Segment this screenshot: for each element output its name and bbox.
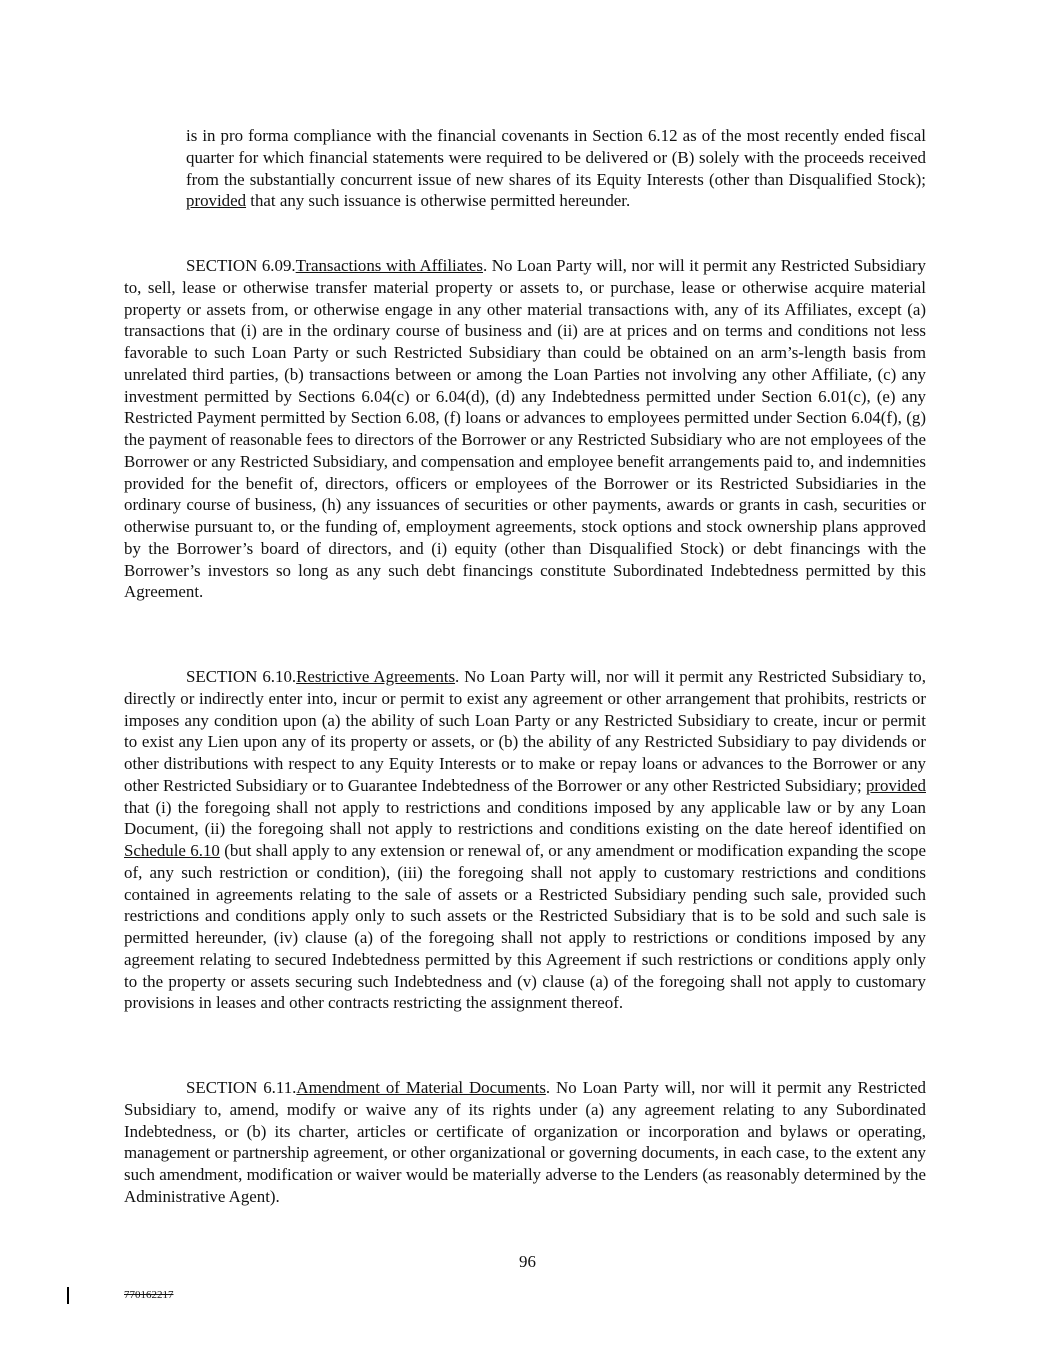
section-6-09-paragraph bbox=[124, 255, 926, 603]
section-6-10-title: Restrictive Agreements bbox=[296, 667, 456, 686]
section-6-10-body-1: . No Loan Party will, nor will it permit any Restricted Subsidiary to, directly or indirectly enter into, incur or permit to exist any agreement or other arrangement that prohibits, restricts or imposes any condition upon (a) the ability of such Loan Party or any Restricted Subsidiary to create, incur or permit to exist any Lien upon any of its property or assets, or (b) the ability of any Restricted Subsidiary to pay dividends or other distributions with respect to any Equity Interests or to make or repay loans or advances to the Borrower or any other Restricted Subsidiary or to Guarantee Indebtedness of the Borrower or any other Restricted Subsidiary; bbox=[124, 667, 926, 795]
section-6-11-number: SECTION 6.11. bbox=[186, 1078, 297, 1097]
section-6-10-number: SECTION 6.10. bbox=[186, 667, 297, 686]
section-6-11-paragraph bbox=[124, 1077, 926, 1208]
section-6-09-title: Transactions with Affiliates bbox=[295, 256, 483, 275]
continuation-paragraph bbox=[186, 125, 926, 212]
continuation-text-1: is in pro forma compliance with the financial covenants in Section 6.12 as of the most recently ended fiscal quarter for which financial statements were required to be delivered or (B) solely with the proceeds received from the substantially concurrent issue of new shares of its Equity Interests (other than Disqualified Stock); bbox=[186, 126, 926, 189]
page-number: 96 bbox=[519, 1252, 536, 1271]
section-6-10-body-3: (but shall apply to any extension or renewal of, or any amendment or modification expanding the scope of, any such restriction or condition), (iii) the foregoing shall not apply to customary restrictions and conditions contained in agreements relating to the sale of assets or a Restricted Subsidiary pending such sale, provided such restrictions and conditions apply only to such assets or the Restricted Subsidiary that is to be sold and such sale is permitted hereunder, (iv) clause (a) of the foregoing shall not apply to restrictions or conditions imposed by any agreement relating to secured Indebtedness permitted by this Agreement if such restrictions or conditions apply only to the property or assets securing such Indebtedness and (v) clause (a) of the foregoing shall not apply to customary provisions in leases and other contracts restricting the assignment thereof. bbox=[124, 841, 927, 1013]
section-6-09-number: SECTION 6.09. bbox=[186, 256, 296, 275]
section-6-11-title: Amendment of Material Documents bbox=[296, 1078, 546, 1097]
section-6-10-body-2: that (i) the foregoing shall not apply to restrictions and conditions imposed by any applicable law or by any Loan Document, (ii) the foregoing shall not apply to restrictions and conditions existing on the date hereof identified on bbox=[124, 797, 926, 839]
section-6-09-body: . No Loan Party will, nor will it permit any Restricted Subsidiary to, sell, lease or otherwise transfer material property or assets to, or purchase, lease or otherwise acquire material property or assets from, or otherwise engage in any other material transactions with, any of its Affiliates, except (a) transactions that (i) are in the ordinary course of business and (ii) are at prices and on terms and conditions not less favorable to such Loan Party or such Restricted Subsidiary than could be obtained on an arm’s-length basis from unrelated third parties, (b) transactions between or among the Loan Parties not involving any other Affiliate, (c) any investment permitted by Sections 6.04(c) or 6.04(d), (d) any Indebtedness permitted under Section 6.01(c), (e) any Restricted Payment permitted by Section 6.08, (f) loans or advances to employees permitted under Section 6.04(f), (g) the payment of reasonable fees to directors of the Borrower or any Restricted Subsidiary who are not employees of the Borrower or any Restricted Subsidiary, and compensation and employee benefit arrangements paid to, and indemnities provided for the benefit of, directors, officers or employees of the Borrower or its Restricted Subsidiaries in the ordinary course of business, (h) any issuances of securities or other payments, awards or grants in cash, securities or otherwise pursuant to, or the funding of, employment agreements, stock options and stock ownership plans approved by the Borrower’s board of directors, and (i) equity (other than Disqualified Stock) or debt financings with the Borrower’s investors so long as any such debt financings constitute Subordinated Indebtedness permitted by this Agreement. bbox=[124, 256, 926, 602]
provided-term: provided bbox=[186, 191, 247, 211]
document-id: 770162217 bbox=[124, 1289, 174, 1301]
section-6-10-paragraph bbox=[124, 666, 926, 1014]
provided-term: provided bbox=[865, 775, 926, 795]
change-bar bbox=[67, 1287, 69, 1304]
continuation-text-2: that any such issuance is otherwise permitted hereunder. bbox=[246, 191, 631, 211]
section-6-11-body: . No Loan Party will, nor will it permit any Restricted Subsidiary to, amend, modify or waive any of its rights under (a) any agreement relating to any Subordinated Indebtedness, or (b) its charter, articles or certificate of organization or incorporation and bylaws or operating, management or partnership agreement, or other organizational or governing documents, in each case, to the extent any such amendment, modification or waiver would be materially adverse to the Lenders (as reasonably determined by the Administrative Agent). bbox=[124, 1078, 926, 1206]
schedule-reference: Schedule 6.10 bbox=[124, 841, 220, 860]
